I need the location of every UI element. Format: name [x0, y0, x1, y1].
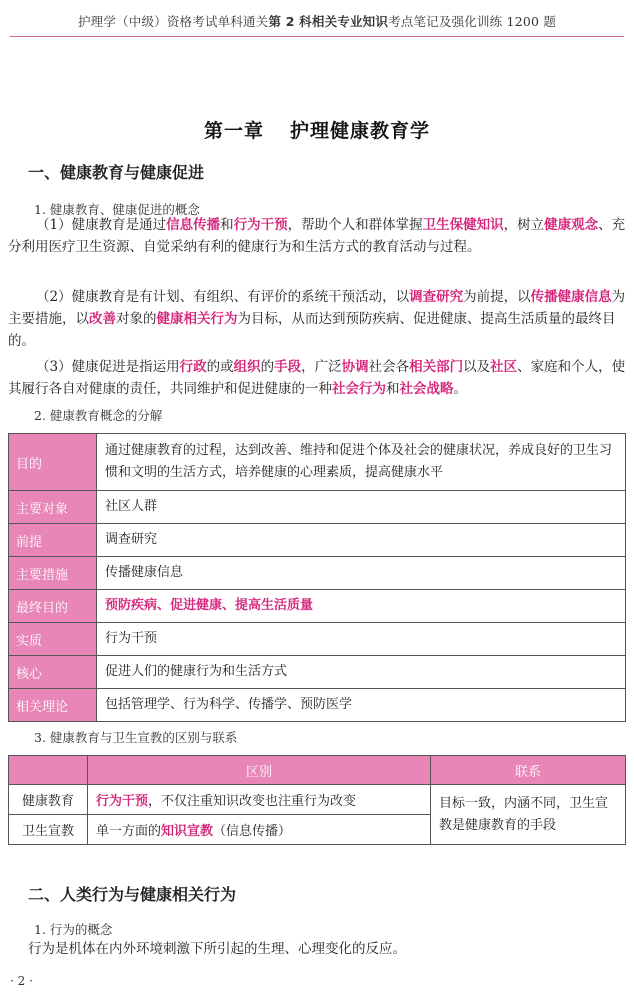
table-row [9, 656, 626, 689]
section-heading-1: 一、健康教育与健康促进 [28, 163, 205, 182]
row-label: 最终目的 [9, 590, 97, 623]
row-value: 传播健康信息 [97, 557, 626, 590]
row-value: 调查研究 [97, 524, 626, 557]
paragraph-1: （1）健康教育是通过信息传播和行为干预，帮助个人和群体掌握卫生保健知识，树立健康观念、充分利用医疗卫生资源、自觉采纳有利的健康行为和生活方式的教育活动与过程。 [8, 217, 626, 255]
difference-cell: 单一方面的知识宣教（信息传播） [88, 815, 431, 845]
row-label: 主要对象 [9, 491, 97, 524]
section-heading-2: 二、人类行为与健康相关行为 [28, 885, 237, 904]
chapter-name: 护理健康教育学 [290, 120, 431, 142]
table-row [9, 557, 626, 590]
table-row [9, 689, 626, 722]
row-label: 卫生宣教 [9, 815, 88, 845]
table-row [9, 524, 626, 557]
subheading-decomposition: 2. 健康教育概念的分解 [34, 408, 163, 423]
row-value: 促进人们的健康行为和生活方式 [97, 656, 626, 689]
paragraph-3: （3）健康促进是指运用行政的或组织的手段，广泛协调社会各相关部门以及社区、家庭和个人，使其履行各自对健康的责任，共同维护和促进健康的一种社会行为和社会战略。 [8, 359, 626, 397]
difference-cell: 行为干预，不仅注重知识改变也注重行为改变 [88, 785, 431, 815]
relation-cell: 目标一致，内涵不同，卫生宣教是健康教育的手段 [431, 785, 626, 845]
page-number: · 2 · [10, 974, 33, 988]
paragraph-behavior: 行为是机体在内外环境刺激下所引起的生理、心理变化的反应。 [28, 941, 406, 957]
table-row [9, 434, 626, 491]
row-label: 前提 [9, 524, 97, 557]
row-value: 行为干预 [97, 623, 626, 656]
row-label: 健康教育 [9, 785, 88, 815]
chapter-number: 第一章 [203, 120, 264, 142]
chapter-title [0, 116, 634, 143]
table-row [9, 785, 626, 815]
paragraph-2: （2）健康教育是有计划、有组织、有评价的系统干预活动，以调查研究为前提，以传播健康信息为主要措施，以改善对象的健康相关行为为目标，从而达到预防疾病、促进健康、提高生活质量的最终目的。 [8, 289, 626, 349]
header-rule [10, 36, 624, 37]
concept-table [8, 433, 626, 722]
row-label: 目的 [9, 434, 97, 491]
subheading-behavior-concept: 1. 行为的概念 [34, 922, 113, 937]
table-row [9, 590, 626, 623]
row-label: 相关理论 [9, 689, 97, 722]
corner-header [9, 756, 88, 785]
row-value: 通过健康教育的过程，达到改善、维持和促进个体及社会的健康状况，养成良好的卫生习惯和文明的生活方式，培养健康的心理素质，提高健康水平 [97, 434, 626, 491]
row-value: 预防疾病、促进健康、提高生活质量 [97, 590, 626, 623]
comparison-table [8, 755, 626, 845]
header-relation: 联系 [431, 756, 626, 785]
row-value: 社区人群 [97, 491, 626, 524]
row-label: 主要措施 [9, 557, 97, 590]
row-label: 核心 [9, 656, 97, 689]
subheading-comparison: 3. 健康教育与卫生宣教的区别与联系 [34, 730, 238, 745]
header-difference: 区别 [88, 756, 431, 785]
running-head: 护理学（中级）资格考试单科通关第 2 科相关专业知识考点笔记及强化训练 1200 题 [77, 14, 557, 29]
table-row [9, 491, 626, 524]
table-row [9, 623, 626, 656]
table-header-row [9, 756, 626, 785]
row-value: 包括管理学、行为科学、传播学、预防医学 [97, 689, 626, 722]
subheading-concepts: 1. 健康教育、健康促进的概念 [34, 202, 200, 217]
row-label: 实质 [9, 623, 97, 656]
